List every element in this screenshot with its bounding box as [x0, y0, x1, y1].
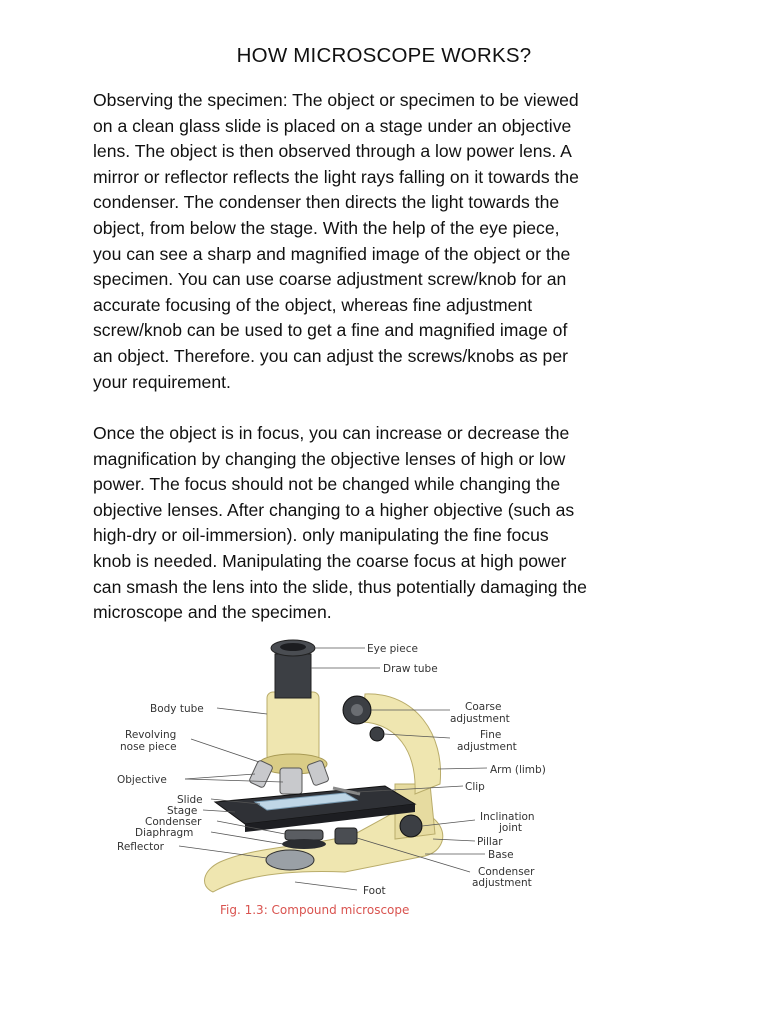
label-pillar: Pillar	[477, 836, 503, 848]
label-eye-piece: Eye piece	[367, 643, 418, 655]
paragraph-observing-specimen	[93, 88, 683, 395]
microscope-figure	[95, 634, 595, 924]
microscope-diagram	[95, 634, 595, 924]
label-coarse-line2: adjustment	[450, 713, 510, 725]
label-base: Base	[488, 849, 514, 861]
condenser-adjustment-knob	[335, 828, 357, 844]
text-line: an object. Therefore. you can adjust the screws/knobs as per	[93, 345, 568, 366]
page-title: HOW MICROSCOPE WORKS?	[236, 44, 532, 67]
text-line: specimen. You can use coarse adjustment screw/knob for an	[93, 269, 567, 290]
text-line: knob is needed. Manipulating the coarse focus at high power	[93, 550, 567, 571]
eyepiece-lens	[280, 643, 306, 651]
text-line: high-dry or oil-immersion). only manipulating the fine focus	[93, 525, 549, 546]
label-draw-tube: Draw tube	[383, 663, 438, 675]
label-condenser-adj-line1: Condenser	[478, 866, 535, 878]
label-inclination-line2: joint	[499, 822, 523, 834]
objective-lens-1	[280, 768, 302, 794]
text-line: Observing the specimen: The object or specimen to be viewed	[93, 90, 579, 110]
label-clip: Clip	[465, 781, 485, 793]
text-line: on a clean glass slide is placed on a stage under an objective	[93, 115, 572, 136]
microscope-arm	[363, 694, 441, 794]
label-body-tube: Body tube	[150, 703, 204, 715]
microscope-draw-tube	[275, 654, 311, 698]
label-fine-line1: Fine	[480, 729, 502, 741]
label-condenser-adj-line2: adjustment	[472, 877, 532, 889]
label-reflector: Reflector	[117, 841, 164, 853]
label-stage: Stage	[167, 805, 198, 817]
text-line: object, from below the stage. With the help of the eye piece,	[93, 217, 560, 238]
microscope-reflector	[266, 850, 314, 870]
label-arm: Arm (limb)	[490, 764, 546, 776]
text-line: Once the object is in focus, you can increase or decrease the	[93, 423, 570, 443]
text-line: your requirement.	[93, 371, 231, 392]
label-condenser: Condenser	[145, 816, 202, 828]
microscope-body-tube	[267, 692, 319, 762]
label-inclination-line1: Inclination	[480, 811, 535, 823]
text-line: lens. The object is then observed through a low power lens. A	[93, 141, 572, 162]
text-line: objective lenses. After changing to a higher objective (such as	[93, 499, 575, 520]
text-line: accurate focusing of the object, whereas fine adjustment	[93, 294, 533, 315]
label-foot: Foot	[363, 885, 386, 897]
microscope-condenser	[285, 830, 323, 840]
label-fine-line2: adjustment	[457, 741, 517, 753]
text-line: can smash the lens into the slide, thus potentially damaging the	[93, 576, 587, 597]
figure-caption: Fig. 1.3: Compound microscope	[220, 903, 410, 917]
label-revolving-line1: Revolving	[125, 729, 177, 741]
microscope-diaphragm	[282, 839, 326, 849]
text-line: microscope and the specimen.	[93, 602, 332, 623]
label-revolving-line2: nose piece	[120, 741, 177, 753]
fine-adjustment-knob	[370, 727, 384, 741]
text-line: power. The focus should not be changed while changing the	[93, 474, 561, 495]
coarse-knob-center	[351, 704, 363, 716]
label-slide: Slide	[177, 794, 203, 806]
label-diaphragm: Diaphragm	[135, 827, 194, 839]
label-objective: Objective	[117, 774, 167, 786]
text-line: screw/knob can be used to get a fine and magnified image of	[93, 320, 568, 341]
inclination-joint-knob	[400, 815, 422, 837]
label-coarse-line1: Coarse	[465, 701, 502, 713]
text-line: you can see a sharp and magnified image of the object or the	[93, 243, 571, 264]
paragraph-focus-magnification	[93, 421, 683, 626]
text-line: magnification by changing the objective lenses of high or low	[93, 448, 566, 469]
text-line: condenser. The condenser then directs the light towards the	[93, 192, 560, 213]
text-line: mirror or reflector reflects the light rays falling on it towards the	[93, 166, 579, 187]
